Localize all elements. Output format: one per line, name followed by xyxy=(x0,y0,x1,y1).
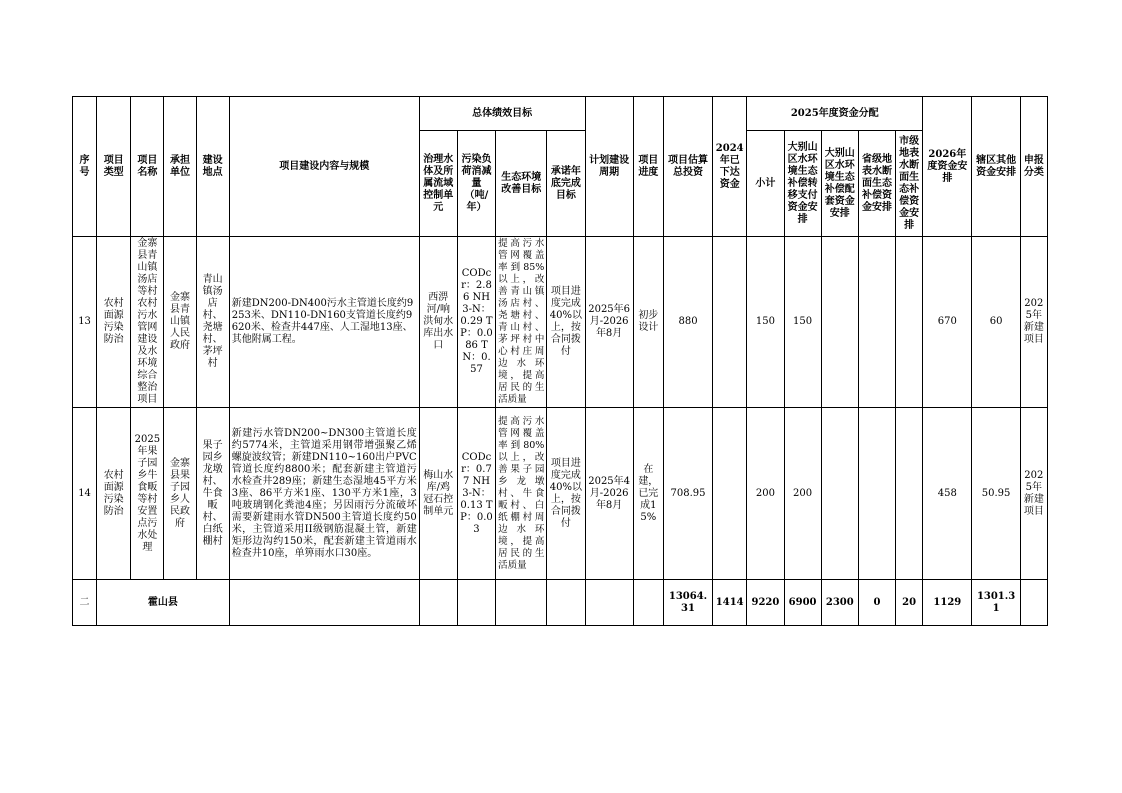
summary-issued-2024: 1414 xyxy=(713,580,747,626)
cell-reduction: CODcr：0.77 NH3-N：0.13 TP：0.03 xyxy=(457,408,495,580)
cell-category: 2025年新建项目 xyxy=(1020,408,1047,580)
col-header-category: 申报分类 xyxy=(1020,97,1047,237)
summary-dabie-match: 2300 xyxy=(821,580,858,626)
col-header-city: 市级地表水断面生态补偿资金安排 xyxy=(896,131,923,237)
summary-empty xyxy=(1020,580,1047,626)
cell-seq: 14 xyxy=(73,408,97,580)
summary-empty xyxy=(419,580,457,626)
cell-eco-target: 提高污水管网覆盖率到80%以上，改善果子园乡龙墩村、牛食畈村、白纸棚村周边水环境，提高居民的生活质量 xyxy=(496,408,547,580)
summary-alloc-subtotal: 9220 xyxy=(747,580,784,626)
table-row xyxy=(73,408,1048,580)
cell-total: 880 xyxy=(663,237,712,408)
col-header-province: 省级地表水断面生态补偿资金安排 xyxy=(858,131,895,237)
summary-city: 20 xyxy=(896,580,923,626)
cell-other: 50.95 xyxy=(972,408,1020,580)
cell-issued-2024 xyxy=(713,408,747,580)
summary-empty xyxy=(229,580,419,626)
cell-type: 农村面源污染防治 xyxy=(97,237,131,408)
col-header-reduction: 污染负荷消减量（吨/年） xyxy=(457,131,495,237)
cell-location: 青山镇汤店村、尧塘村、茅坪村 xyxy=(196,237,229,408)
cell-unit: 金寨县青山镇人民政府 xyxy=(164,237,196,408)
summary-2026: 1129 xyxy=(923,580,972,626)
col-header-control-unit: 治理水体及所属流域控制单元 xyxy=(419,131,457,237)
summary-total: 13064.31 xyxy=(663,580,712,626)
cell-province xyxy=(858,237,895,408)
col-header-location: 建设地点 xyxy=(196,97,229,237)
col-header-alloc-group: 2025年度资金分配 xyxy=(747,97,923,131)
col-header-other: 辖区其他资金安排 xyxy=(972,97,1020,237)
summary-empty xyxy=(547,580,585,626)
col-header-unit: 承担单位 xyxy=(164,97,196,237)
cell-name: 金寨县青山镇汤店等村农村污水管网建设及水环境综合整治项目 xyxy=(131,237,164,408)
cell-alloc-subtotal: 150 xyxy=(747,237,784,408)
cell-issued-2024 xyxy=(713,237,747,408)
cell-name: 2025年果子园乡牛食畈等村安置点污水处理 xyxy=(131,408,164,580)
cell-content: 新建DN200-DN400污水主管道长度约9253米、DN110-DN160支管道长度约9620米、检查井447座、人工湿地13座、其他附属工程。 xyxy=(229,237,419,408)
cell-total: 708.95 xyxy=(663,408,712,580)
col-header-name: 项目名称 xyxy=(131,97,164,237)
summary-empty xyxy=(633,580,663,626)
summary-province: 0 xyxy=(858,580,895,626)
col-header-progress: 项目进度 xyxy=(633,97,663,237)
cell-category: 2025年新建项目 xyxy=(1020,237,1047,408)
cell-seq: 13 xyxy=(73,237,97,408)
cell-eco-target: 提高污水管网覆盖率到85%以上，改善青山镇汤店村、尧塘村、青山村、茅坪村中心村庄周边水环境，提高居民的生活质量 xyxy=(496,237,547,408)
col-header-commit: 承诺年底完成目标 xyxy=(547,131,585,237)
cell-period: 2025年6月-2026年8月 xyxy=(585,237,633,408)
cell-city xyxy=(896,237,923,408)
summary-empty xyxy=(585,580,633,626)
cell-type: 农村面源污染防治 xyxy=(97,408,131,580)
cell-location: 果子园乡龙墩村、牛食畈村、白纸棚村 xyxy=(196,408,229,580)
col-header-alloc-subtotal: 小计 xyxy=(747,131,784,237)
cell-control-unit: 梅山水库/鸡冠石控制单元 xyxy=(419,408,457,580)
cell-period: 2025年4月-2026年8月 xyxy=(585,408,633,580)
cell-2026: 458 xyxy=(923,408,972,580)
cell-commit: 项目进度完成40%以上，按合同拨付 xyxy=(547,408,585,580)
col-header-total: 项目估算总投资 xyxy=(663,97,712,237)
summary-seq: 二 xyxy=(73,580,97,626)
col-header-dabie-transfer: 大别山区水环境生态补偿转移支付资金安排 xyxy=(784,131,821,237)
cell-city xyxy=(896,408,923,580)
header-row-1 xyxy=(73,97,1048,131)
table-row xyxy=(73,237,1048,408)
col-header-2026: 2026年度资金安排 xyxy=(923,97,972,237)
funding-table xyxy=(72,96,1048,626)
cell-reduction: CODcr：2.86 NH3-N：0.29 TP：0.086 TN：0.57 xyxy=(457,237,495,408)
col-header-performance-group: 总体绩效目标 xyxy=(419,97,585,131)
cell-progress: 初步设计 xyxy=(633,237,663,408)
col-header-type: 项目类型 xyxy=(97,97,131,237)
col-header-eco-target: 生态环境改善目标 xyxy=(496,131,547,237)
col-header-issued-2024: 2024年已下达资金 xyxy=(713,97,747,237)
summary-county-name: 霍山县 xyxy=(97,580,230,626)
cell-province xyxy=(858,408,895,580)
cell-commit: 项目进度完成40%以上，按合同拨付 xyxy=(547,237,585,408)
cell-progress: 在建，已完成15% xyxy=(633,408,663,580)
cell-dabie-transfer: 200 xyxy=(784,408,821,580)
cell-dabie-match xyxy=(821,408,858,580)
summary-row xyxy=(73,580,1048,626)
summary-dabie-transfer: 6900 xyxy=(784,580,821,626)
cell-content: 新建污水管DN200~DN300主管道长度约5774米，主管道采用钢带增强聚乙烯螺旋波纹管；新建DN110~160出户PVC管道长度约8800米；配套新建主管道污水检查井289座；新建生态湿地45平方米3座、86平方米1座、130平方米1座，3吨玻璃钢化粪池4座；另因雨污分流破坏需要新建雨水管DN500主管道长度约50米，主管道采用II级钢筋混凝土管，新建矩形边沟约150米，配套新建主管道雨水检查井10座，单箅雨水口30座。 xyxy=(229,408,419,580)
col-header-period: 计划建设周期 xyxy=(585,97,633,237)
cell-alloc-subtotal: 200 xyxy=(747,408,784,580)
col-header-dabie-match: 大别山区水环境生态补偿配套资金安排 xyxy=(821,131,858,237)
summary-other: 1301.31 xyxy=(972,580,1020,626)
cell-control-unit: 西淠河/响洪甸水库出水口 xyxy=(419,237,457,408)
summary-empty xyxy=(457,580,495,626)
summary-empty xyxy=(496,580,547,626)
col-header-content: 项目建设内容与规模 xyxy=(229,97,419,237)
cell-2026: 670 xyxy=(923,237,972,408)
cell-dabie-match xyxy=(821,237,858,408)
cell-dabie-transfer: 150 xyxy=(784,237,821,408)
cell-other: 60 xyxy=(972,237,1020,408)
cell-unit: 金寨县果子园乡人民政府 xyxy=(164,408,196,580)
col-header-seq: 序号 xyxy=(73,97,97,237)
